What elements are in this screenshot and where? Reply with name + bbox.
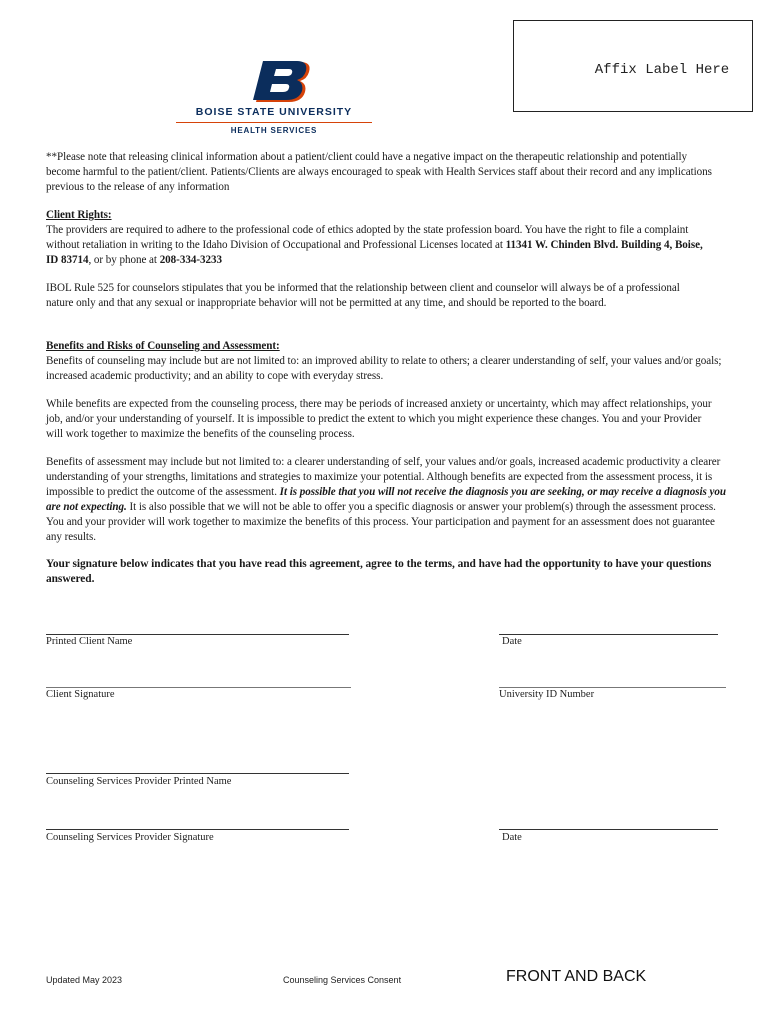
benefits-para-2: While benefits are expected from the counseling process, there may be periods of increased anxiety or uncertainty, which may affect relationships, your job, and/or your understanding of yourself. It is impossible to predict the extent to which you might experience these changes. You and your Provider will work together to maximize the benefits of the counseling process. <box>46 398 712 440</box>
assessment-intro: Benefits of assessment may include but not limited to: a clearer understanding of self, your values and/or goals, increased academic productivity a clearer understanding of your strengths, limitations and strategies to maximize your potential. Although benefits are expected from the assessment process, it is impossible to predict the outcome of the assessment. <box>46 456 721 498</box>
client-rights-section <box>46 208 716 268</box>
client-rights-joiner: , or by phone at <box>88 254 160 266</box>
diagnosis-warning: It is possible that you will not receive the diagnosis you are seeking, or may receive a diagnosis you are not expecting. <box>46 486 727 513</box>
logo-divider <box>176 122 372 123</box>
provider-printed-name-line[interactable] <box>46 773 349 774</box>
provider-signature-line[interactable] <box>46 829 349 830</box>
client-rights-text <box>46 223 716 268</box>
benefits-section <box>46 339 730 384</box>
board-address: 11341 W. Chinden Blvd. Building 4, Boise, ID 83714 <box>46 239 703 266</box>
client-signature-label: Client Signature <box>46 689 115 700</box>
date-line-1[interactable] <box>499 634 718 635</box>
agreement-statement: Your signature below indicates that you have read this agreement, agree to the terms, and have had the opportunity to have your questions answered. <box>46 558 712 585</box>
benefits-para-3 <box>46 455 732 545</box>
date-line-2[interactable] <box>499 829 718 830</box>
affix-label-text: Affix Label Here <box>594 62 730 78</box>
date-label-2: Date <box>502 832 522 843</box>
release-notice: **Please note that releasing clinical information about a patient/client could have a negative impact on the therapeutic relationship and potentially become harmful to the patient/client. Patients/Clients are always encouraged to speak with Health Services staff about their record and any implications previous to the release of any information <box>46 151 712 193</box>
footer-updated: Updated May 2023 <box>46 975 123 985</box>
provider-printed-name-label: Counseling Services Provider Printed Name <box>46 776 232 787</box>
boise-state-logo <box>176 60 372 140</box>
bronco-b-icon <box>176 60 372 104</box>
ibol-rule-text: IBOL Rule 525 for counselors stipulates that you be informed that the relationship between client and counselor will always be of a professional nature only and that any sexual or inappropriate behavior will not be permitted at any time, and should be reported to the board. <box>46 282 680 309</box>
department-name: HEALTH SERVICES <box>230 126 318 135</box>
client-rights-heading: Client Rights: <box>46 209 112 221</box>
footer-title: Counseling Services Consent <box>283 975 402 985</box>
benefits-para-1: Benefits of counseling may include but are not limited to: an improved ability to relate to others; a clearer understanding of self, your values and/or goals; increased academic productivity; and an ability to cope with everyday stress. <box>46 355 722 382</box>
provider-signature-label: Counseling Services Provider Signature <box>46 832 214 843</box>
printed-client-name-label: Printed Client Name <box>46 636 133 647</box>
university-name: BOISE STATE UNIVERSITY <box>195 106 353 118</box>
board-phone: 208-334-3233 <box>159 254 222 266</box>
university-id-label: University ID Number <box>499 689 595 700</box>
date-label-1: Date <box>502 636 522 647</box>
client-signature-line[interactable] <box>46 687 351 688</box>
university-id-line[interactable] <box>499 687 726 688</box>
assessment-closing: It is also possible that we will not be able to offer you a specific diagnosis or answer your problem(s) through the assessment process. You and your provider will work together to maximize the benefits of this process. Your participation and payment for an assessment does not guarantee any results. <box>46 501 716 543</box>
benefits-heading: Benefits and Risks of Counseling and Assessment: <box>46 340 280 352</box>
affix-label-box <box>513 20 753 112</box>
client-rights-intro: The providers are required to adhere to the professional code of ethics adopted by the state profession board. You have the right to file a complaint without retaliation in writing to the Idaho Division of Occupational and Professional Licenses located at <box>46 224 689 251</box>
printed-client-name-line[interactable] <box>46 634 349 635</box>
front-and-back-note: FRONT AND BACK <box>506 968 647 985</box>
